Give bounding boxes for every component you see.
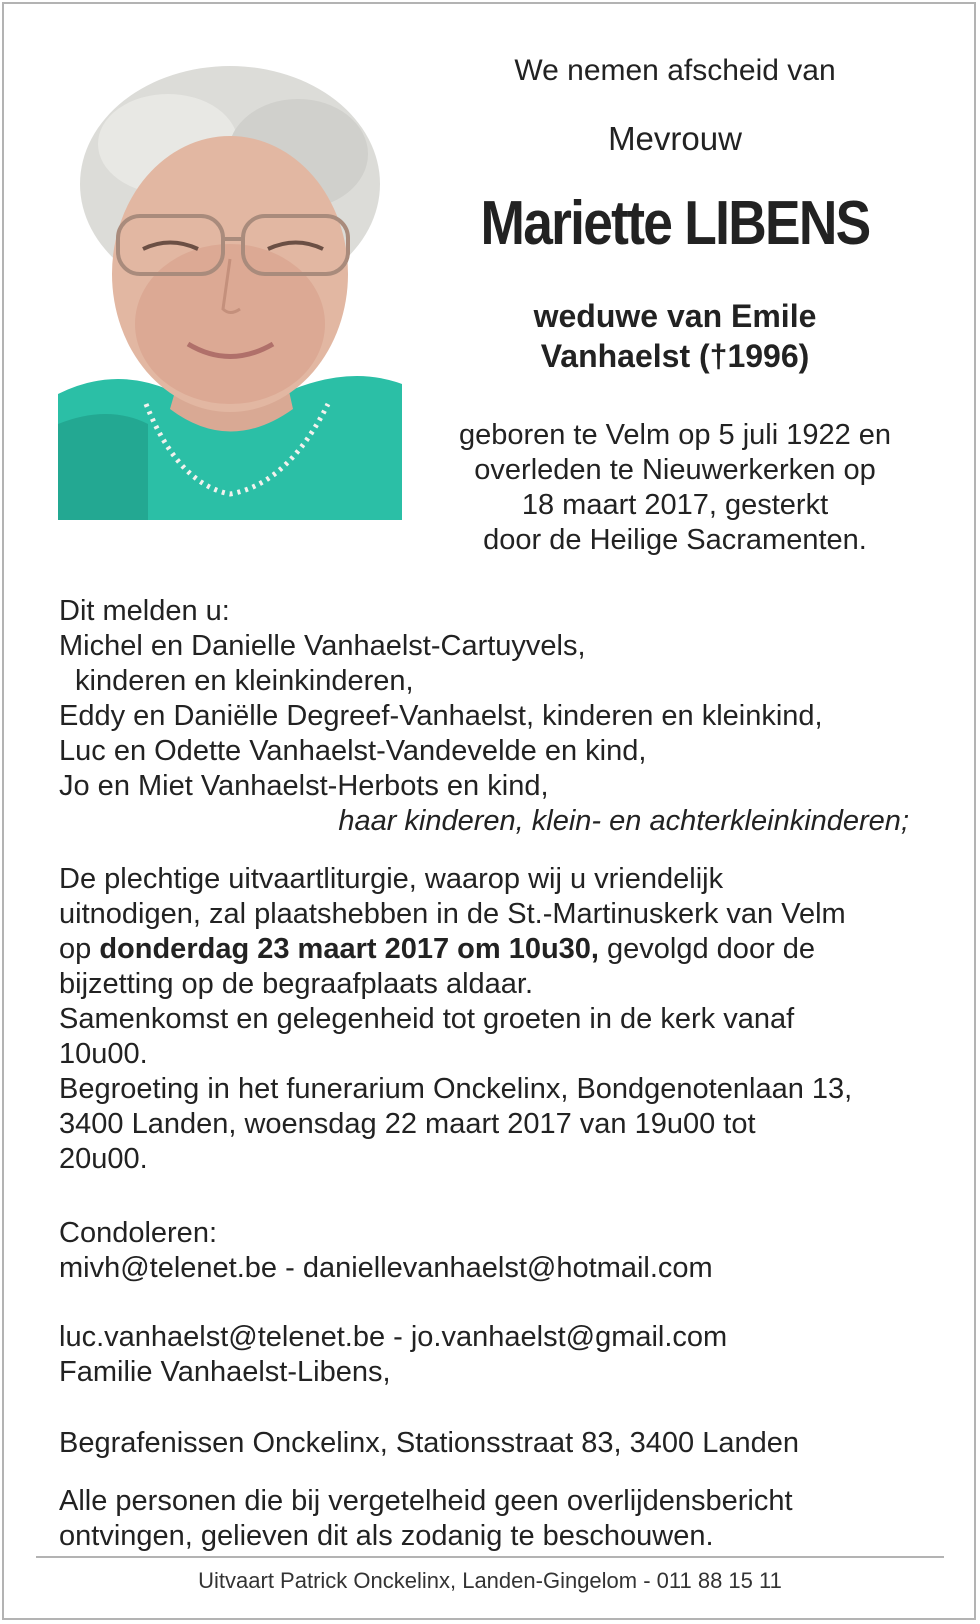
widow-line: Vanhaelst (†1996) [540,338,810,374]
footer-divider [36,1556,944,1558]
family-section [59,594,919,839]
funeral-line: 10u00. [59,1038,148,1070]
funeral-line: bijzetting op de begraafplaats aldaar. [59,968,534,1000]
condolences-section [59,1216,919,1286]
family-line: Jo en Miet Vanhaelst-Herbots en kind, [59,770,549,802]
funeral-line [59,932,919,967]
birth-death-line: geboren te Velm op 5 juli 1922 en [458,419,892,451]
portrait-photo [58,64,402,520]
birth-death-line: door de Heilige Sacramenten. [483,524,867,556]
funeral-line: 3400 Landen, woensdag 22 maart 2017 van 19u00 tot [59,1108,756,1140]
intro-text: We nemen afscheid van [514,54,836,87]
condolences-emails[interactable]: luc.vanhaelst@telenet.be - jo.vanhaelst@gmail.com [59,1321,728,1353]
family-lead: Dit melden u: [59,595,230,627]
condolences-section-2 [59,1320,919,1390]
widow-line: weduwe van Emile [533,298,817,334]
condolences-label: Condoleren: [59,1217,217,1249]
birth-death-line: overleden te Nieuwerkerken op [474,454,876,486]
funeral-line: Begroeting in het funerarium Onckelinx, Bondgenotenlaan 13, [59,1073,853,1105]
disclaimer [59,1484,919,1554]
family-line: Luc en Odette Vanhaelst-Vandevelde en kind, [59,735,647,767]
birth-death-info [415,418,935,558]
birth-death-line: 18 maart 2017, gesterkt [521,489,829,521]
family-line: Eddy en Daniëlle Degreef-Vanhaelst, kinderen en kleinkind, [59,700,823,732]
condolences-emails[interactable]: mivh@telenet.be - daniellevanhaelst@hotmail.com [59,1252,713,1284]
funeral-date: donderdag 23 maart 2017 om 10u30, [99,933,599,965]
funeral-line: uitnodigen, zal plaatshebben in de St.-Martinuskerk van Velm [59,898,846,930]
family-signature: Familie Vanhaelst-Libens, [59,1356,391,1388]
widow-info [415,296,935,376]
family-line: kinderen en kleinkinderen, [75,665,414,697]
funeral-prefix: op [59,933,100,965]
family-line: Michel en Danielle Vanhaelst-Cartuyvels, [59,630,586,662]
funeral-line: De plechtige uitvaartliturgie, waarop wij u vriendelijk [59,863,724,895]
undertaker-address: Begrafenissen Onckelinx, Stationsstraat 83, 3400 Landen [59,1427,799,1459]
funeral-line: Samenkomst en gelegenheid tot groeten in de kerk vanaf [59,1003,795,1035]
disclaimer-line: Alle personen die bij vergetelheid geen overlijdensbericht [59,1485,793,1517]
family-closing: haar kinderen, klein- en achterkleinkinderen; [338,805,909,837]
footer-text: Uitvaart Patrick Onckelinx, Landen-Gingelom - 011 88 15 11 [198,1568,782,1593]
deceased-name: Mariette LIBENS [480,189,870,258]
disclaimer-line: ontvingen, gelieven dit als zodanig te beschouwen. [59,1520,714,1552]
funeral-section [59,862,919,1177]
honorific: Mevrouw [608,120,742,157]
funeral-line: 20u00. [59,1143,148,1175]
funeral-suffix: gevolgd door de [598,933,816,965]
